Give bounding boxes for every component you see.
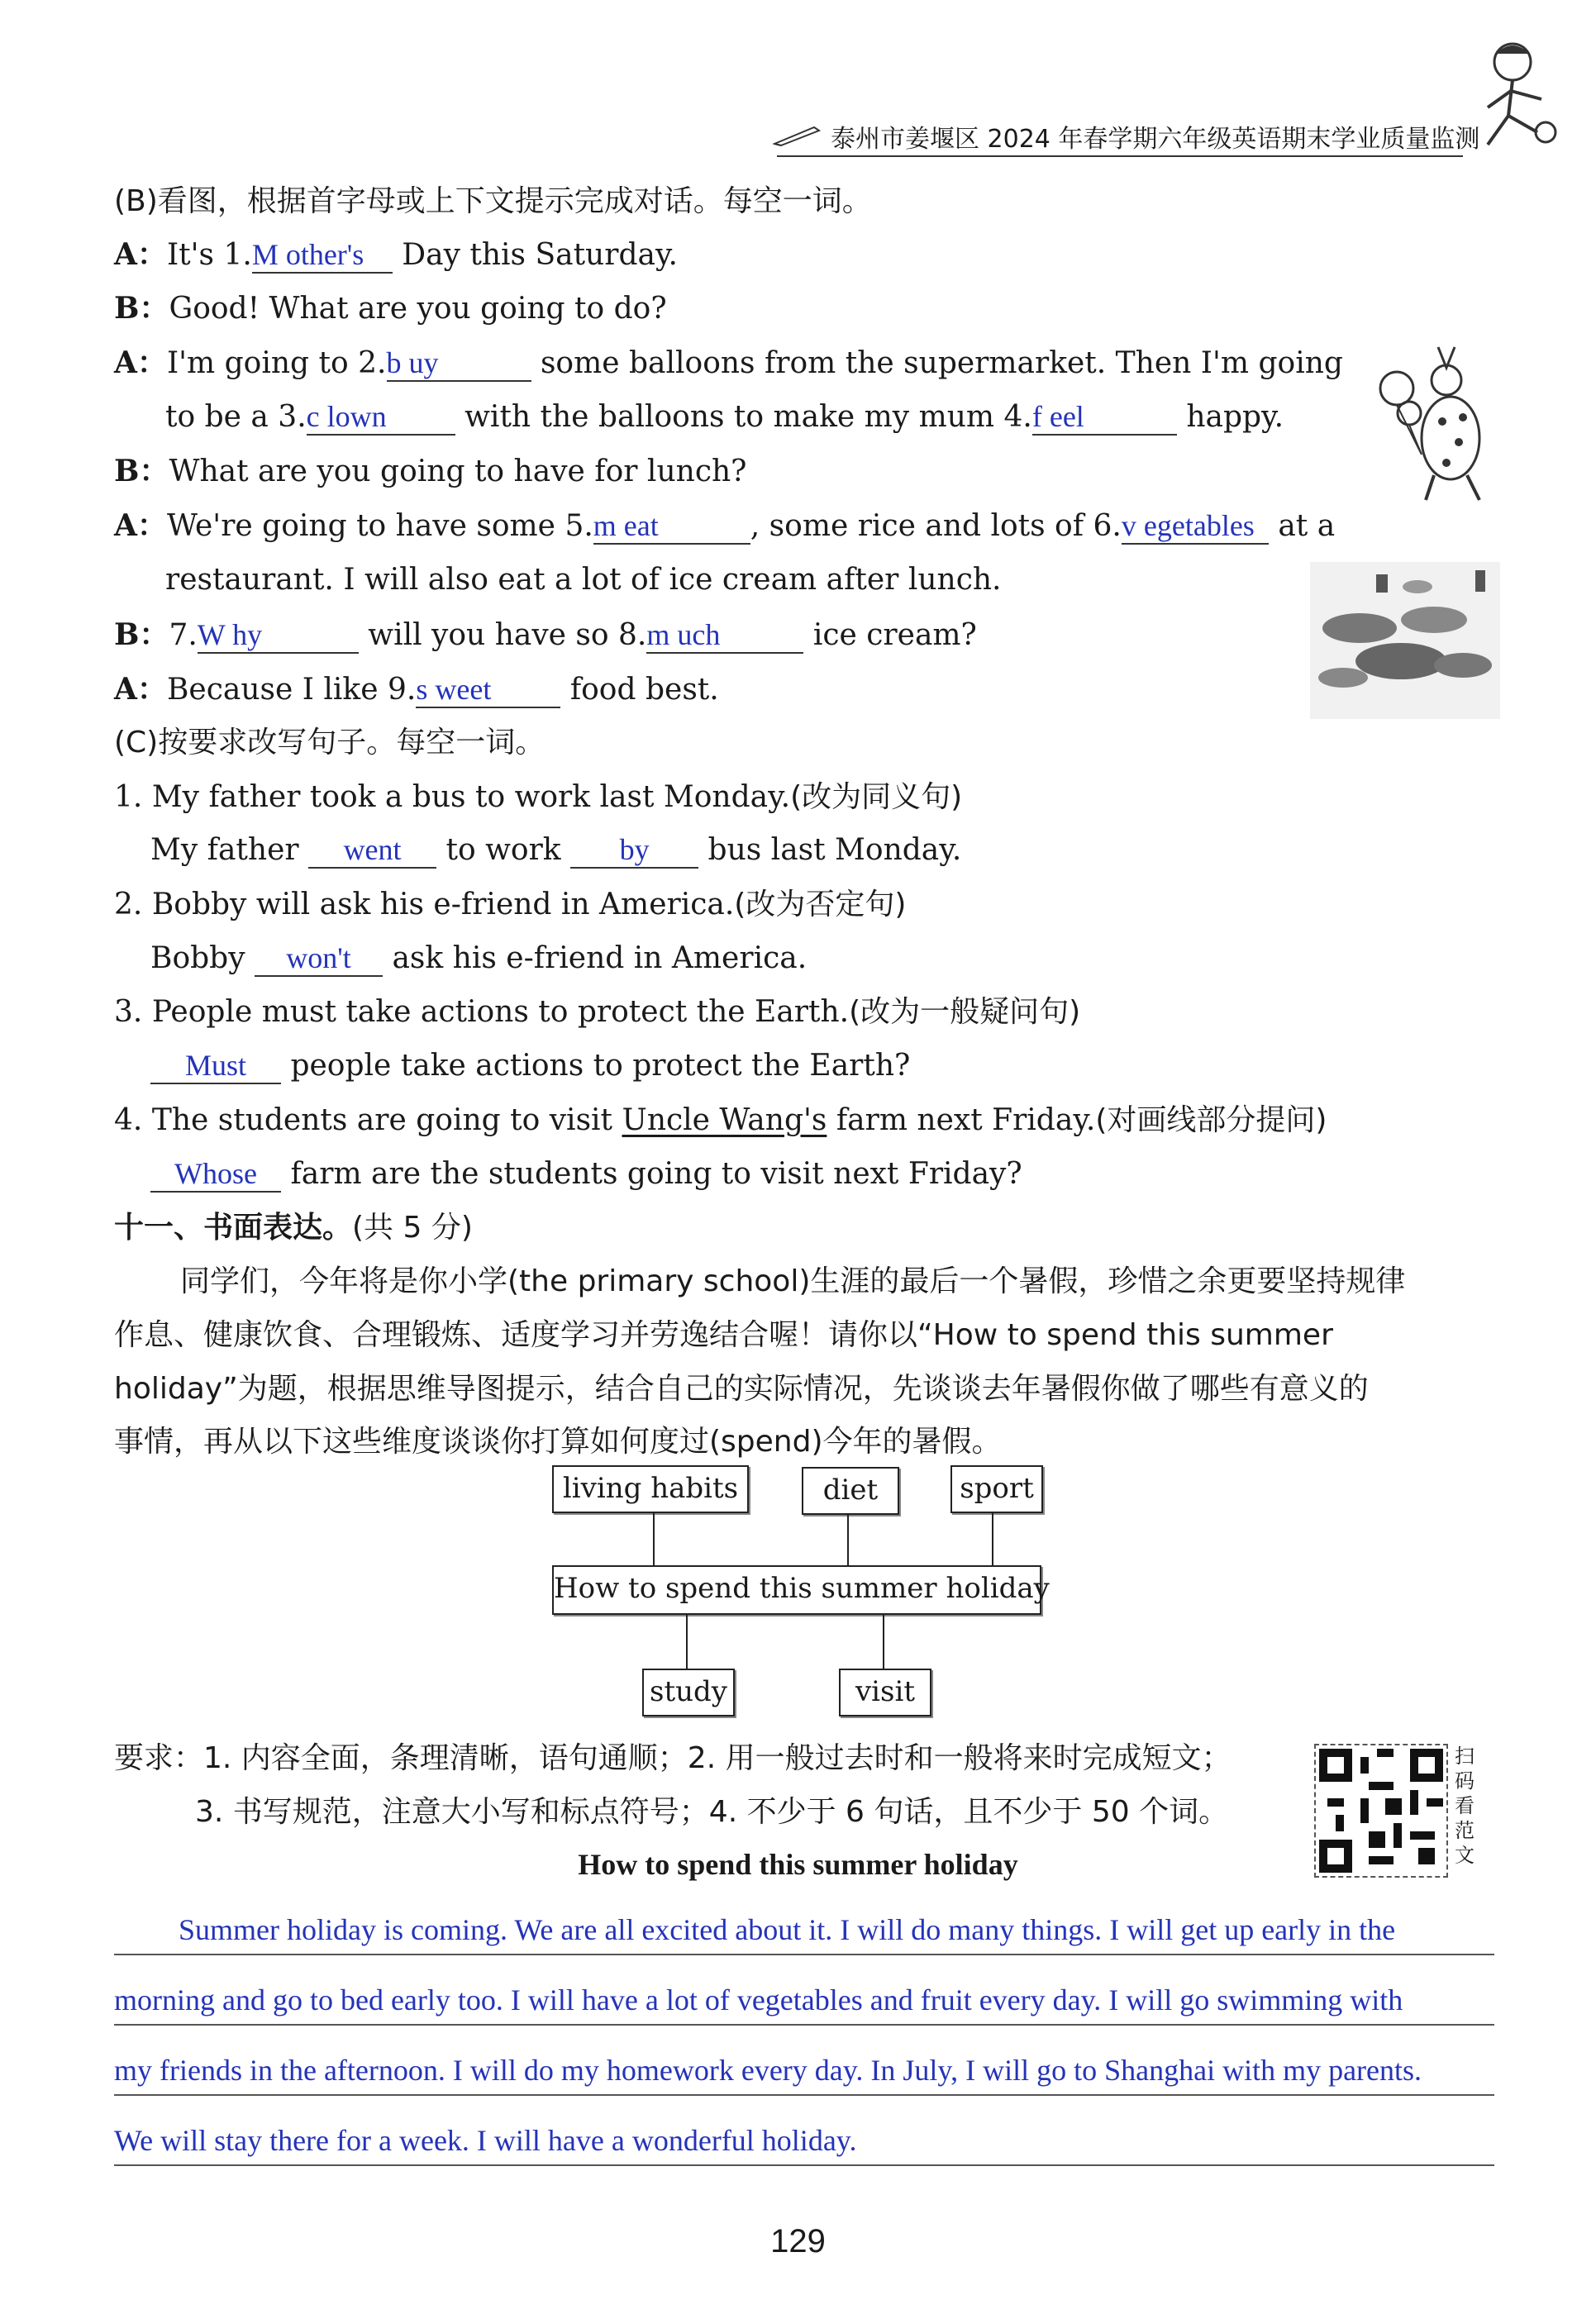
q4-number: 4.	[1003, 400, 1032, 434]
q6-answer-blank	[1122, 509, 1269, 545]
dialogue-line-6: A：We're going to have some 5.m eat , some rice and lots of 6.v egetables at a	[114, 508, 1336, 543]
c4-answer-line: Whose farm are the students going to visit next Friday?	[150, 1155, 1022, 1193]
c2-answer: won't	[286, 941, 351, 974]
c1-answer-blank-1	[308, 833, 436, 869]
requirements-line-2: 3. 书写规范，注意大小写和标点符号；4. 不少于 6 句话，且不少于 50 个词。	[195, 1795, 1229, 1829]
c3-note: (改为一般疑问句)	[849, 995, 1081, 1029]
mascot-illustration	[1463, 33, 1570, 160]
q6-number: 6.	[1093, 509, 1122, 543]
header-rule	[777, 155, 1463, 157]
essay-line-2: morning and go to bed early too. I will have a lot of vegetables and fruit every day. I will go swimming with	[114, 1983, 1403, 2016]
pencil-icon	[773, 122, 821, 150]
writing-heading: 十一、书面表达。(共 5 分)	[114, 1211, 473, 1245]
mindmap-connector	[992, 1512, 993, 1565]
c2-answer-line: Bobby won't ask his e-friend in America.	[150, 941, 808, 975]
q3-answer-blank	[307, 400, 455, 436]
food-table-illustration	[1310, 562, 1500, 722]
q2-number: 2.	[358, 346, 387, 380]
c2-question: 2. Bobby will ask his e-friend in America.(改为否定句)	[114, 888, 907, 921]
speaker-a: A：	[114, 237, 167, 272]
essay-line-3: my friends in the afternoon. I will do my homework every day. In July, I will go to Shanghai with my parents.	[114, 2054, 1422, 2087]
mindmap-connector	[653, 1512, 655, 1565]
dialogue-line-9: A：Because I like 9.s weet food best.	[114, 672, 719, 707]
c4-answer-blank	[150, 1157, 281, 1193]
essay-rule	[114, 2164, 1494, 2166]
writing-prompt-line-1: 同学们，今年将是你小学(the primary school)生涯的最后一个暑假，珍惜之余更要坚持规律	[180, 1264, 1406, 1298]
q5-number: 5.	[565, 509, 593, 543]
mindmap-connector	[847, 1513, 849, 1565]
mindmap-node-study: study	[642, 1669, 735, 1716]
c3-answer-blank	[150, 1049, 281, 1084]
dialogue-line-1: A：It's 1.M other's Day this Saturday.	[114, 237, 678, 272]
q7-answer: W hy	[197, 618, 263, 651]
q9-number: 9.	[388, 673, 417, 707]
q8-answer: m uch	[646, 618, 721, 651]
c3-answer-line: Must people take actions to protect the Earth?	[150, 1047, 910, 1085]
q6-answer: v egetables	[1121, 509, 1255, 542]
dialogue-line-5: B：What are you going to have for lunch?	[114, 454, 747, 488]
essay-line-4: We will stay there for a week. I will have a wonderful holiday.	[114, 2124, 857, 2157]
c4-answer: Whose	[174, 1157, 257, 1190]
dialogue-line-2: B：Good! What are you going to do?	[114, 291, 667, 326]
essay-rule	[114, 1954, 1494, 1955]
q3-number: 3.	[278, 400, 307, 434]
c1-answer-2: by	[619, 833, 650, 866]
c1-note: (改为同义句)	[790, 780, 963, 814]
essay-rule	[114, 2094, 1494, 2096]
writing-prompt-line-3: holiday”为题，根据思维导图提示，结合自己的实际情况，先谈谈去年暑假你做了哪些有意义的	[114, 1372, 1369, 1406]
dialogue-line-3: A：I'm going to 2.b uy some balloons from the supermarket. Then I'm going	[114, 345, 1343, 380]
writing-prompt-line-2: 作息、健康饮食、合理锻炼、适度学习并劳逸结合喔！请你以“How to spend this summer	[114, 1318, 1333, 1352]
q2-answer: b uy	[386, 346, 439, 379]
c1-question: 1. My father took a bus to work last Monday.(改为同义句)	[114, 780, 963, 814]
q1-number: 1.	[223, 238, 252, 272]
c1-answer-line: My father went to work by bus last Monday.	[150, 833, 962, 867]
section-c-instruction: (C)按要求改写句子。每空一词。	[114, 726, 545, 759]
q9-answer: s weet	[416, 673, 492, 706]
section-b-instruction: (B)看图，根据首字母或上下文提示完成对话。每空一词。	[114, 184, 872, 218]
c3-question: 3. People must take actions to protect the Earth.(改为一般疑问句)	[114, 995, 1081, 1029]
q5-answer-blank	[593, 509, 750, 545]
c1-answer-1: went	[343, 833, 402, 866]
essay-line-1: Summer holiday is coming. We are all excited about it. I will do many things. I will get up early in the	[179, 1913, 1396, 1946]
clown-illustration	[1372, 339, 1496, 507]
mindmap-connector	[883, 1613, 884, 1669]
c1-answer-blank-2	[570, 833, 698, 869]
q8-answer-blank	[646, 618, 803, 654]
page-number: 129	[770, 2223, 826, 2259]
c2-note: (改为否定句)	[734, 888, 907, 921]
requirements-line-1: 要求：1. 内容全面，条理清晰，语句通顺；2. 用一般过去时和一般将来时完成短文；	[114, 1741, 1232, 1775]
c2-answer-blank	[255, 941, 383, 977]
c3-answer: Must	[184, 1049, 247, 1082]
dialogue-line-4: to be a 3.c lown with the balloons to make my mum 4.f eel happy.	[165, 400, 1284, 434]
q1-answer: M other's	[251, 238, 364, 271]
c4-note: (对画线部分提问)	[1095, 1103, 1327, 1137]
q1-answer-blank	[252, 238, 393, 274]
dialogue-line-8: B：7.W hy will you have so 8.m uch ice cream?	[114, 617, 977, 652]
writing-prompt-line-4: 事情，再从以下这些维度谈谈你打算如何度过(spend)今年的暑假。	[114, 1425, 1002, 1459]
mindmap-connector	[686, 1613, 688, 1669]
c4-underlined-phrase: Uncle Wang's	[622, 1103, 827, 1137]
dialogue-line-7: restaurant. I will also eat a lot of ice cream after lunch.	[165, 563, 1002, 597]
q5-answer: m eat	[593, 509, 659, 542]
mindmap-node-diet: diet	[802, 1467, 899, 1515]
c4-question: 4. The students are going to visit Uncle Wang's farm next Friday.(对画线部分提问)	[114, 1103, 1327, 1137]
q2-answer-blank	[387, 346, 531, 382]
qr-code-label: 扫码看范文	[1455, 1745, 1475, 1867]
q7-answer-blank	[198, 618, 359, 654]
q7-number: 7.	[169, 618, 198, 652]
q8-number: 8.	[618, 618, 647, 652]
mindmap-node-visit: visit	[839, 1669, 931, 1716]
q3-answer: c lown	[306, 400, 387, 433]
essay-rule	[114, 2024, 1494, 2026]
header-title: 泰州市姜堰区 2024 年春学期六年级英语期末学业质量监测	[831, 125, 1480, 154]
mindmap-center-node: How to spend this summer holiday	[552, 1565, 1041, 1615]
essay-title: How to spend this summer holiday	[578, 1848, 1018, 1881]
mindmap-node-living-habits: living habits	[552, 1465, 749, 1513]
mindmap-node-sport: sport	[950, 1465, 1043, 1513]
q4-answer: f eel	[1031, 400, 1084, 433]
speaker-b: B：	[114, 291, 169, 326]
q9-answer-blank	[416, 673, 560, 708]
q4-answer-blank	[1032, 400, 1177, 436]
